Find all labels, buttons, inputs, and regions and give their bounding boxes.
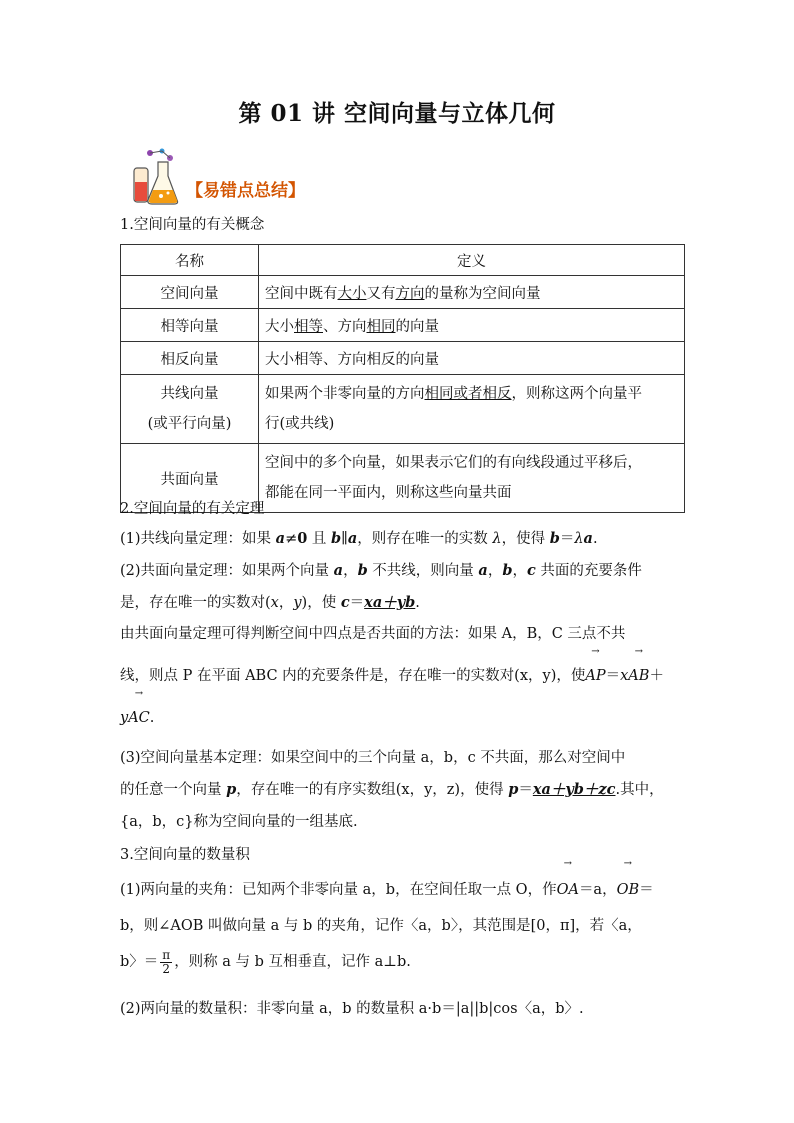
table-header-name: 名称: [121, 245, 259, 276]
row-name: 空间向量: [121, 276, 259, 309]
section-heading-3: 3.空间向量的数量积: [120, 847, 250, 863]
section-heading-2: 2.空间向量的有关定理: [120, 501, 265, 517]
table-header-row: [121, 245, 685, 276]
fraction: $\frac{\pi}{2}$: [162, 947, 171, 976]
dot-product-angle: (1)两向量的夹角：已知两个非零向量 a，b，在空间任取一点 O，作→ OA＝a，→ OB＝ b，则∠AOB 叫做向量 a 与 b 的夹角，记作〈a，b〉，其范围是[0，π]，若〈a， b〉＝ $\frac{\pi}{2}$ ，则称 a 与 b 互相垂直，记作 a⊥b.: [120, 872, 686, 980]
section-heading-1: 1.空间向量的有关概念: [120, 217, 265, 233]
row-def: 大小相等、方向相反的向量: [259, 342, 685, 375]
dot-product-def: (2)两向量的数量积：非零向量 a，b 的数量积 a·b＝|a||b|cos〈a，b〉.: [120, 1001, 584, 1017]
coplanar-method: 由共面向量定理可得判断空间中四点是否共面的方法：如果 A，B，C 三点不共 线，则点 P 在平面 ABC 内的充要条件是，存在唯一的实数对(x，y)，使→ AP＝x→ AB＋ y→ AC.: [120, 618, 686, 734]
row-def: [259, 444, 685, 513]
theorem-1: (1)共线向量定理：如果 a≠0 且 b∥a，则存在唯一的实数 λ，使得 b＝λa.: [120, 530, 598, 547]
theorem-2: (2)共面向量定理：如果两个向量 a，b 不共线，则向量 a，b，c 共面的充要条件 是，存在唯一的实数对(x，y)，使 c＝xa＋yb.: [120, 562, 642, 611]
text: 空间中既有: [265, 285, 338, 302]
text: 的向量: [395, 318, 439, 335]
row-def: [259, 276, 685, 309]
row-name: 共面向量: [121, 444, 259, 513]
underlined-text: 相同: [366, 318, 396, 335]
table-header-def: 定义: [259, 245, 685, 276]
row-def: [259, 309, 685, 342]
row-name-line: 共线向量: [160, 386, 219, 402]
theorem-3: (3)空间向量基本定理：如果空间中的三个向量 a，b，c 不共面，那么对空间中 的任意一个向量 p，存在唯一的有序实数组(x，y，z)，使得 p＝xa＋yb＋zc.其中， {a，b，c}称为空间向量的一组基底.: [120, 750, 664, 830]
text: 、方向: [323, 318, 367, 335]
text: 如果两个非零向量的方向: [265, 386, 425, 402]
underlined-text: 大小: [337, 285, 367, 302]
text: 大小: [265, 318, 294, 335]
text: 行(或共线): [265, 416, 335, 432]
section-badge: [128, 148, 328, 208]
flask-icon: [128, 148, 184, 206]
underlined-text: 相等: [294, 318, 323, 335]
table-row: [121, 276, 685, 309]
text: 都能在同一平面内，则称这些向量共面: [265, 485, 512, 501]
table-row: [121, 309, 685, 342]
text: ，则称这两个向量平: [511, 386, 642, 402]
text: 的量称为空间向量: [424, 285, 541, 302]
row-name-line: (或平行向量): [147, 416, 232, 432]
definition-table: [120, 244, 685, 513]
table-row: [121, 342, 685, 375]
underlined-text: 方向: [395, 285, 425, 302]
table-row: [121, 375, 685, 444]
text: 空间中的多个向量，如果表示它们的有向线段通过平移后，: [265, 455, 642, 471]
text: 又有: [366, 285, 396, 302]
row-name: [121, 375, 259, 444]
row-name: 相反向量: [121, 342, 259, 375]
underlined-text: 相同或者相反: [424, 386, 512, 402]
badge-label: 【易错点总结】: [186, 181, 305, 201]
row-name: 相等向量: [121, 309, 259, 342]
row-def: [259, 375, 685, 444]
page-title: 第 01 讲 空间向量与立体几何: [238, 100, 556, 127]
